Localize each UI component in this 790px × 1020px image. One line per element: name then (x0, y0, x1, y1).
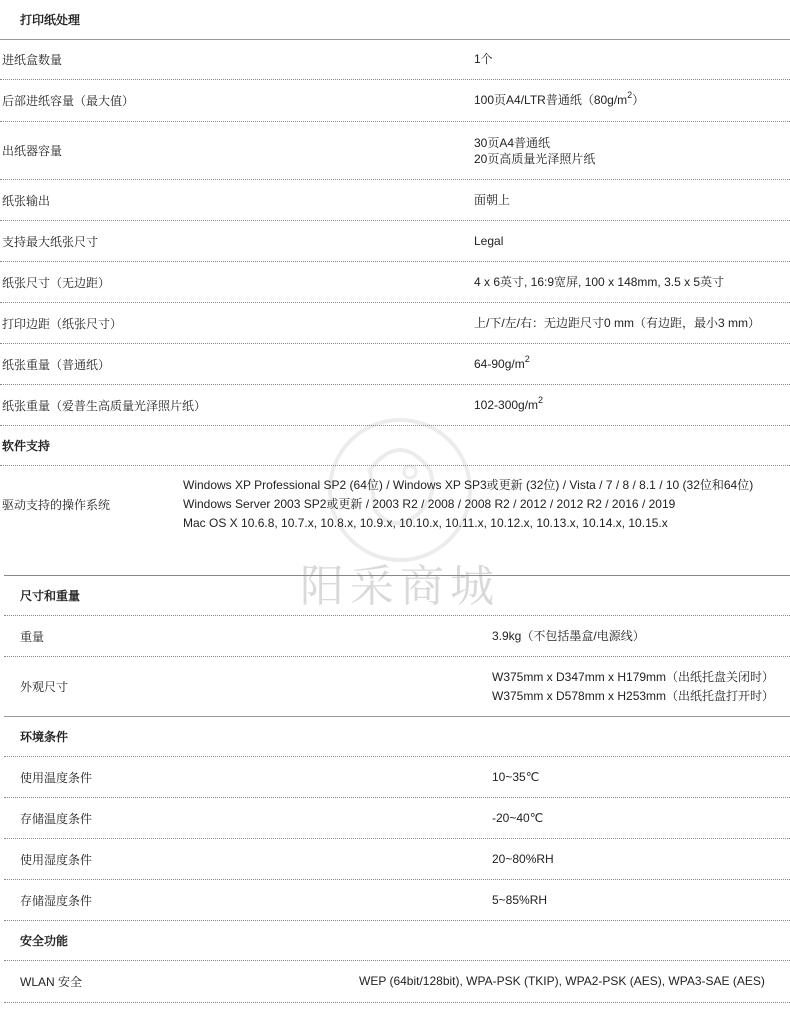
row-label: WLAN 安全 (20, 975, 83, 989)
section-title: 打印纸处理 (20, 13, 81, 27)
row-label: 支持最大纸张尺寸 (2, 234, 99, 249)
table-row (0, 180, 790, 221)
section-header-security (4, 921, 790, 961)
section-header-software-support (0, 426, 790, 466)
table-row (0, 385, 790, 426)
row-label: 存储湿度条件 (20, 893, 93, 908)
section-header-size-weight (4, 576, 790, 616)
table-row (4, 961, 790, 1003)
section-title: 环境条件 (20, 730, 69, 744)
table-row (4, 757, 790, 798)
table-row (0, 344, 790, 385)
row-value: $64-90g/m^2$ (474, 353, 530, 371)
row-label: 使用湿度条件 (20, 852, 93, 867)
row-value: 上/下/左/右：无边距尺寸0 mm（有边距，最小3 mm） (474, 315, 761, 330)
row-label: 纸张重量（普通纸） (2, 357, 111, 372)
watermark-text: 阳采商城 (300, 561, 500, 612)
table-row (0, 221, 790, 262)
table-row (4, 839, 790, 880)
section-title: 安全功能 (20, 934, 69, 948)
row-value: 5~85%RH (492, 892, 548, 907)
row-label: 使用温度条件 (20, 770, 93, 785)
row-value: 100页A4/LTR普通纸$(80g/m^2)$ (474, 90, 645, 107)
os-list: Windows XP Professional SP2 (64位) / Windows XP SP3或更新 (32位) / Vista / 7 / 8 / 8.1 / 10 (32位和64位) Windows Server 2003 SP2或更新 / 2003 R2 / 2008 / 2008 R2 / 2012 / 2012 R2 / 2016 / 2019 Mac OS X 10.6.8, 10.7.x, 10.8.x, 10.9.x, 10.10.x, 10.11.x, 10.12.x, 10.13.x, 10.14.x, 10.15.x (183, 477, 754, 530)
row-label: 纸张尺寸（无边距） (2, 275, 111, 290)
row-value: 面朝上 (474, 192, 511, 207)
row-value: -20~40℃ (492, 810, 544, 825)
row-label: 出纸器容量 (2, 144, 63, 158)
section-title: 尺寸和重量 (20, 589, 81, 603)
row-value: 4 x 6英寸, 16:9宽屏, 100 x 148mm, 3.5 x 5英寸 (474, 274, 725, 289)
row-value: $102-300g/m^2$ (474, 394, 544, 412)
table-row (4, 798, 790, 839)
row-label: 纸张重量（爱普生高质量光泽照片纸） (2, 398, 207, 413)
row-value: W375mm x D347mm x H179mm（出纸托盘关闭时） W375mm x D578mm x H253mm（出纸托盘打开时） (492, 669, 775, 703)
row-value: WEP (64bit/128bit), WPA-PSK (TKIP), WPA2-PSK (AES), WPA3-SAE (AES) (359, 974, 765, 988)
section-title: 软件支持 (2, 439, 51, 453)
table-row (4, 616, 790, 657)
table-row (0, 80, 790, 122)
section-header-paper-handling (0, 0, 790, 40)
row-label: 驱动支持的操作系统 (2, 497, 111, 512)
table-row (4, 880, 790, 921)
row-label: 外观尺寸 (20, 680, 69, 694)
table-row (0, 40, 790, 80)
row-label: 纸张输出 (2, 193, 51, 208)
row-value: 20~80%RH (492, 851, 554, 866)
section-header-environment (4, 717, 790, 757)
row-value: Legal (474, 233, 504, 248)
row-label: 重量 (20, 629, 45, 644)
row-label: 存储温度条件 (20, 811, 93, 826)
row-value: 3.9kg（不包括墨盒/电源线） (492, 628, 645, 643)
row-value: 30页A4普通纸 20页高质量光泽照片纸 (474, 135, 596, 166)
row-value: 1个 (474, 52, 493, 66)
table-row (0, 122, 790, 180)
table-row (0, 466, 790, 576)
row-label: 进纸盒数量 (2, 53, 63, 67)
row-label: 后部进纸容量（最大值） (2, 94, 135, 108)
table-row (4, 657, 790, 717)
row-value: 10~35℃ (492, 769, 540, 784)
table-row (0, 303, 790, 344)
row-label: 打印边距（纸张尺寸） (2, 316, 123, 331)
table-row (0, 262, 790, 303)
